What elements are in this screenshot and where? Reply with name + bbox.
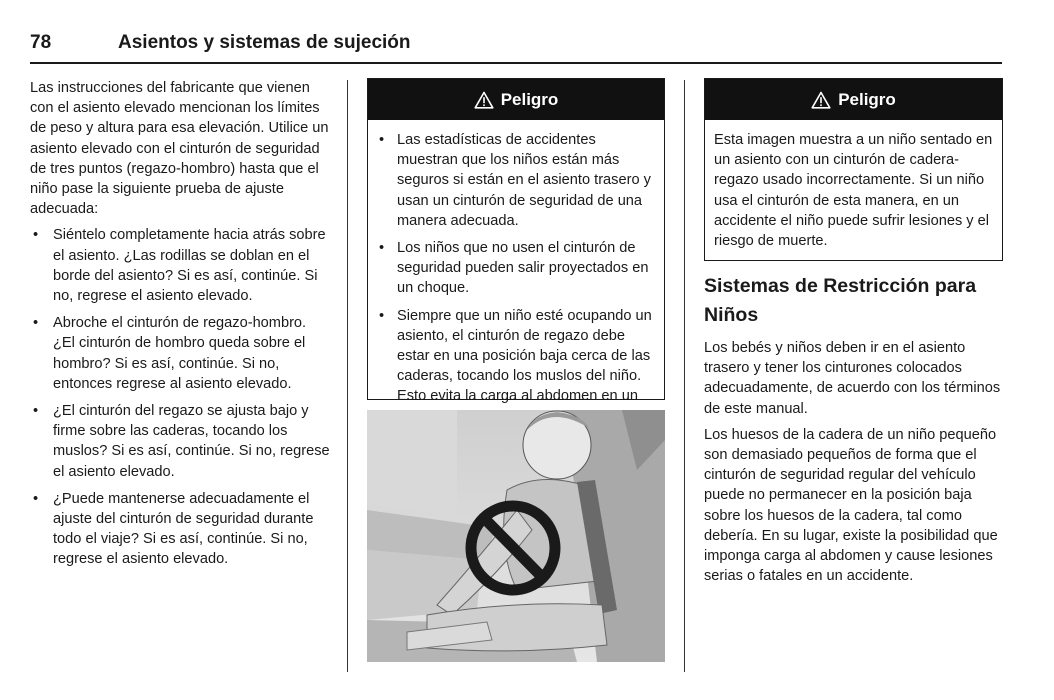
page-number: 78	[30, 32, 52, 53]
bullet-icon: •	[33, 490, 39, 507]
fit-test-list	[30, 225, 330, 569]
bullet-icon: •	[33, 403, 39, 420]
section-paragraph: Los huesos de la cadera de un niño pequeño son demasiado pequeños de forma que el cinturón de seguridad regular del vehículo puede no permanecer en la posición baja sobre los huesos de la cadera, tal como debería. En su lugar, existe la posibilidad que imponga carga al abdomen y cause lesiones serias o fatales en un accidente.	[704, 426, 998, 585]
bullet-icon: •	[379, 240, 385, 257]
list-item: • Las estadísticas de accidentes muestran que los niños están más seguros si están en el asiento trasero y usan un cinturón de seguridad de una manera adecuada.	[379, 132, 651, 229]
intro-paragraph: Las instrucciones del fabricante que vienen con el asiento elevado mencionan los límites de peso y altura para esa elevación. Utilice un asiento elevado con el cinturón de seguridad de tres puntos (regazo-hombro) hasta que el niño pase la siguiente prueba de ajuste adecuada:	[30, 80, 329, 218]
page-header	[30, 30, 1002, 64]
danger-title: Peligro	[838, 89, 896, 109]
danger-header	[705, 79, 1002, 120]
bullet-icon: •	[33, 315, 39, 332]
list-item: • ¿Puede mantenerse adecuadamente el ajuste del cinturón de seguridad durante todo el viaje? Si es así, continúe. Si no, regrese el asiento elevado.	[33, 490, 314, 568]
danger-box-illustration	[704, 78, 1003, 261]
warning-triangle-icon	[811, 91, 831, 109]
warning-triangle-icon	[474, 91, 494, 109]
list-item: • Siéntelo completamente hacia atrás sobre el asiento. ¿Las rodillas se doblan en el borde del asiento? Si es así, continúe. Si no, regrese el asiento elevado.	[33, 227, 326, 305]
column-left	[30, 78, 330, 577]
list-item: • Los niños que no usen el cinturón de seguridad pueden salir proyectados en un choque.	[379, 240, 649, 297]
column-right	[704, 270, 1002, 592]
list-item: • Abroche el cinturón de regazo-hombro. ¿El cinturón de hombro queda sobre el hombro? Si es así, continúe. Si no, entonces regrese al asiento elevado.	[33, 315, 307, 392]
list-item: • ¿El cinturón del regazo se ajusta bajo y firme sobre las caderas, tocando los muslos? Si es así, continúe. Si no, regrese el asiento elevado.	[33, 403, 330, 480]
child-incorrect-belt-illustration	[367, 410, 665, 662]
list-item: • Siempre que un niño esté ocupando un asiento, el cinturón de regazo debe estar en una posición baja cerca de las caderas, tocando los muslos del niño. Esto evita la carga al abdomen en un	[379, 307, 652, 405]
section-heading: Sistemas de Restricción para Niños	[704, 275, 977, 326]
danger-text: Esta imagen muestra a un niño sentado en un asiento con un cinturón de cadera-regazo usado incorrectamente. Si un niño usa el cinturón de esta manera, en un accidente el niño puede sufrir lesiones y el riesgo de muerte.	[714, 132, 993, 250]
danger-title: Peligro	[500, 89, 559, 109]
bullet-icon: •	[33, 227, 39, 244]
danger-header	[368, 79, 664, 120]
bullet-icon: •	[379, 132, 385, 148]
chapter-title: Asientos y sistemas de sujeción	[118, 32, 411, 53]
bullet-icon: •	[379, 307, 385, 324]
danger-box-statistics	[367, 78, 665, 405]
section-paragraph: Los bebés y niños deben ir en el asiento trasero y tener los cinturones colocados adecuadamente, de acuerdo con los términos de este manual.	[704, 340, 1001, 417]
column-divider	[347, 80, 348, 672]
column-divider	[684, 80, 685, 672]
danger-body	[368, 120, 664, 427]
danger-body	[705, 120, 1002, 251]
danger-list	[377, 130, 655, 427]
header-rule	[30, 62, 1002, 64]
